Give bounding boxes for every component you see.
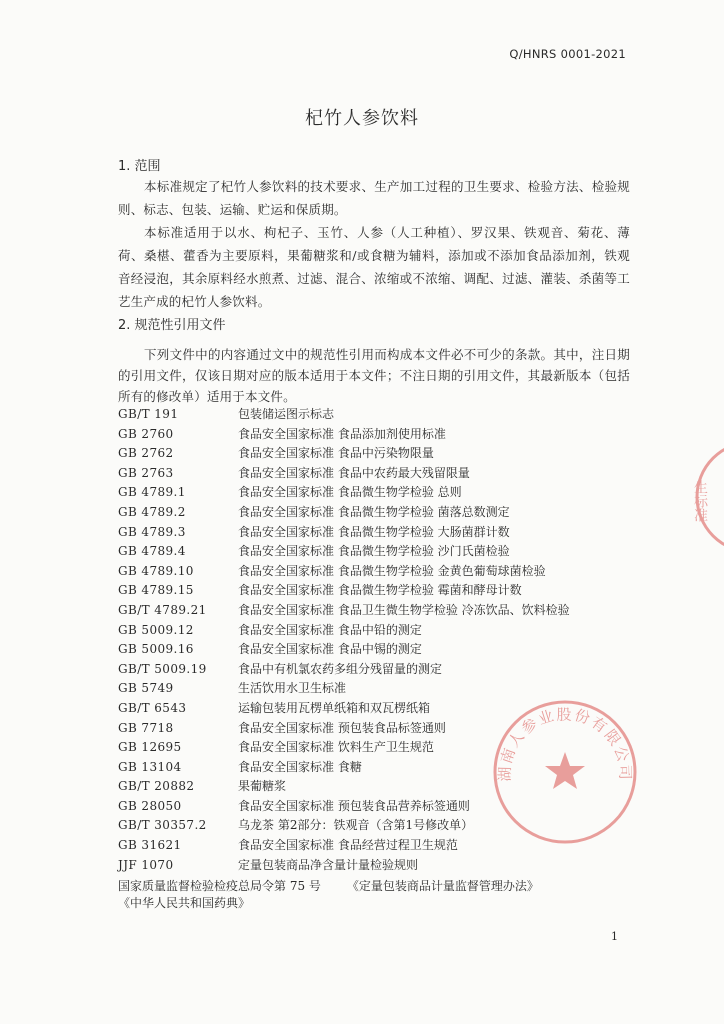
reference-code: GB 5009.16 (118, 642, 194, 657)
reference-code: GB 28050 (118, 798, 182, 813)
reference-code: GB/T 20882 (118, 779, 195, 794)
reference-code: GB/T 5009.19 (118, 661, 207, 676)
reference-code: GB 4789.10 (118, 563, 194, 578)
reference-item (118, 405, 638, 425)
section-heading-references: 2. 规范性引用文件 (118, 318, 226, 333)
reference-code: GB 5749 (118, 681, 174, 696)
reference-name: 食品安全国家标准 食品微生物学检验 金黄色葡萄球菌检验 (238, 563, 546, 578)
section-heading-scope: 1. 范围 (118, 159, 161, 174)
reference-name: 乌龙茶 第2部分：铁观音（含第1号修改单） (238, 818, 474, 833)
company-seal (490, 697, 640, 847)
reference-item (118, 601, 638, 621)
reference-item (118, 483, 638, 503)
reference-name: 食品安全国家标准 食品微生物学检验 总则 (238, 485, 462, 500)
reference-code: GB 5009.12 (118, 622, 194, 637)
side-stamp (694, 440, 724, 555)
reference-name: 食品安全国家标准 食品中污染物限量 (238, 446, 434, 461)
reference-item (118, 503, 638, 523)
reference-code: GB 31621 (118, 838, 182, 853)
reference-name: 食品中有机氯农药多组分残留量的测定 (238, 661, 443, 676)
reference-code: GB 12695 (118, 740, 182, 755)
reference-tail-line-1 (118, 877, 539, 895)
reference-regulation: 《定量包装商品计量监督管理办法》 (346, 879, 539, 893)
reference-decree: 国家质量监督检验检疫总局令第 75 号 (118, 879, 321, 893)
reference-item (118, 542, 638, 562)
reference-name: 食品安全国家标准 食品微生物学检验 霉菌和酵母计数 (238, 583, 522, 598)
reference-code: JJF 1070 (118, 857, 174, 872)
reference-item (118, 562, 638, 582)
reference-item (118, 464, 638, 484)
reference-name: 包装储运图示标志 (238, 407, 335, 421)
reference-item (118, 444, 638, 464)
document-title: 杞竹人参饮料 (305, 108, 419, 129)
reference-code: GB 2762 (118, 446, 174, 461)
reference-code: GB 4789.1 (118, 485, 186, 500)
reference-item (118, 856, 638, 876)
svg-text:生标准: 生标准 (692, 480, 708, 522)
reference-code: GB 13104 (118, 759, 182, 774)
reference-name: 食品安全国家标准 食品中铅的测定 (238, 622, 422, 637)
svg-text:湖南人参业股份有限公司: 湖南人参业股份有限公司 (495, 705, 635, 782)
reference-name: 食品安全国家标准 饮料生产卫生规范 (238, 740, 434, 755)
reference-item (118, 581, 638, 601)
reference-code: GB/T 6543 (118, 700, 187, 715)
reference-code: GB 2763 (118, 465, 174, 480)
reference-item (118, 425, 638, 445)
page-number: 1 (611, 930, 618, 943)
reference-name: 食品安全国家标准 预包装食品标签通则 (238, 720, 446, 735)
reference-name: 食品安全国家标准 预包装食品营养标签通则 (238, 798, 470, 813)
reference-code: GB 4789.4 (118, 544, 186, 559)
reference-code: GB 7718 (118, 720, 174, 735)
reference-code: GB 2760 (118, 426, 174, 441)
reference-item (118, 640, 638, 660)
reference-name: 食品安全国家标准 食品中农药最大残留限量 (238, 465, 470, 480)
scope-paragraph-1: 本标准规定了杞竹人参饮料的技术要求、生产加工过程的卫生要求、检验方法、检验规则、标志、包装、运输、贮运和保质期。 (118, 179, 630, 217)
reference-code: GB 4789.2 (118, 504, 186, 519)
reference-item (118, 660, 638, 680)
references-intro: 下列文件中的内容通过文中的规范性引用而构成本文件必不可少的条款。其中，注日期的引用文件，仅该日期对应的版本适用于本文件；不注日期的引用文件，其最新版本（包括所有的修改单）适用于本文件。 (118, 347, 630, 404)
reference-name: 食品安全国家标准 食品微生物学检验 沙门氏菌检验 (238, 544, 510, 559)
reference-code: GB 4789.15 (118, 583, 194, 598)
reference-name: 运输包装用瓦楞单纸箱和双瓦楞纸箱 (238, 700, 431, 715)
reference-name: 食品安全国家标准 食品中锡的测定 (238, 642, 422, 657)
reference-code: GB 4789.3 (118, 524, 186, 539)
scope-paragraph-2: 本标准适用于以水、枸杞子、玉竹、人参（人工种植）、罗汉果、铁观音、菊花、薄荷、桑椹、藿香为主要原料，果葡糖浆和/或食糖为辅料，添加或不添加食品添加剂，铁观音经浸泡，其余原料经水煎煮、过滤、混合、浓缩或不浓缩、调配、过滤、灌装、杀菌等工艺生产成的杞竹人参饮料。 (118, 225, 630, 309)
reference-item (118, 523, 638, 543)
standard-code: Q/HNRS 0001-2021 (509, 47, 626, 61)
reference-name: 果葡糖浆 (238, 779, 287, 794)
reference-name: 定量包装商品净含量计量检验规则 (238, 857, 419, 872)
reference-code: GB/T 30357.2 (118, 818, 207, 833)
reference-name: 生活饮用水卫生标准 (238, 681, 347, 696)
reference-item (118, 621, 638, 641)
reference-name: 食品安全国家标准 食品微生物学检验 大肠菌群计数 (238, 524, 510, 539)
reference-name: 食品安全国家标准 食糖 (238, 759, 362, 774)
reference-item (118, 679, 638, 699)
reference-code: GB/T 191 (118, 407, 179, 421)
reference-code: GB/T 4789.21 (118, 602, 207, 617)
reference-tail-line-2: 《中华人民共和国药典》 (118, 896, 251, 910)
reference-name: 食品安全国家标准 食品卫生微生物学检验 冷冻饮品、饮料检验 (238, 602, 570, 617)
reference-name: 食品安全国家标准 食品经营过程卫生规范 (238, 838, 458, 853)
seal-star-icon (545, 752, 585, 789)
reference-name: 食品安全国家标准 食品微生物学检验 菌落总数测定 (238, 504, 510, 519)
reference-name: 食品安全国家标准 食品添加剂使用标准 (238, 426, 446, 441)
